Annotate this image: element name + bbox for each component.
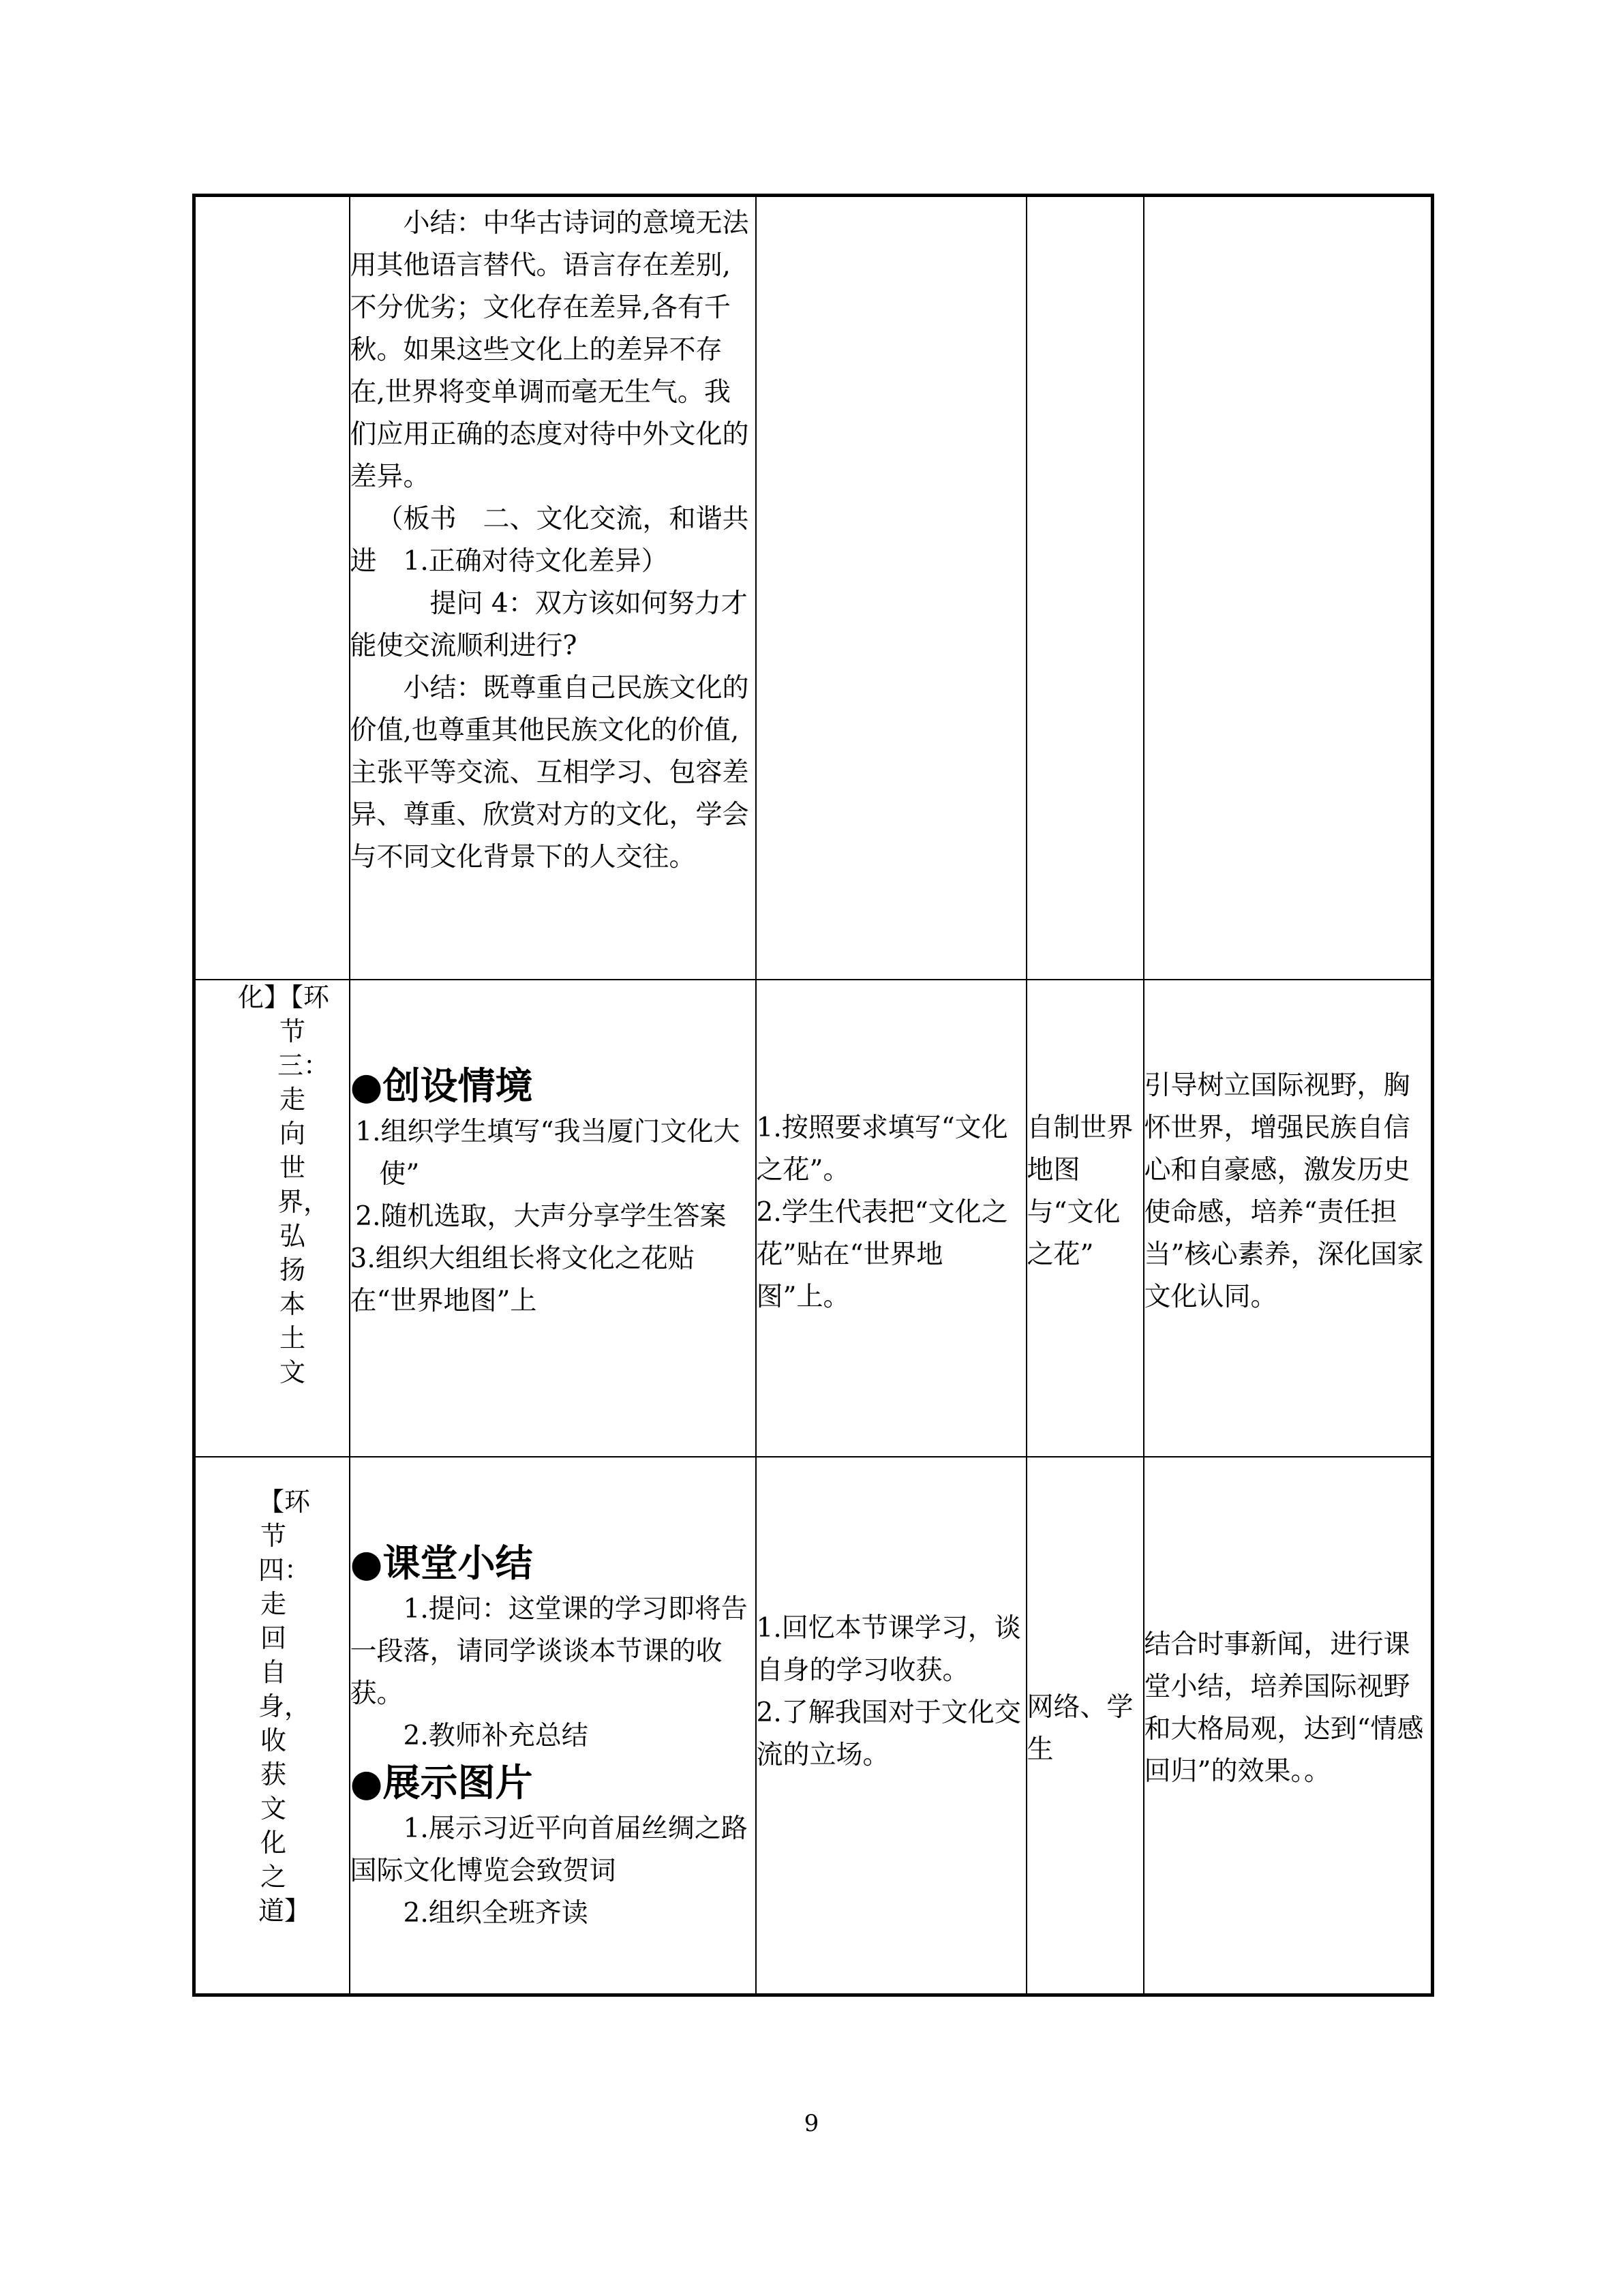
design-intent-text: 引导树立国际视野，胸怀世界，增强民族自信心和自豪感，激发历史使命感，培养“责任担当”核心素养，深化国家文化认同。 <box>1144 1070 1424 1312</box>
list-item: 2.组织全班齐读 <box>403 1897 588 1929</box>
resources-cell <box>1027 1457 1144 1995</box>
paragraph: 提问 4：双方该如何努力才能使交流顺利进行? <box>350 588 748 661</box>
stage-title-col: 【环节三：走向世界，弘扬本土文 <box>277 982 330 1387</box>
paragraph: 小结：既尊重自己民族文化的价值,也尊重其他民族文化的价值,主张平等交流、互相学习、包容差异、尊重、欣赏对方的文化，学会与不同文化背景下的人交往。 <box>350 673 749 873</box>
list-item: 2.学生代表把“文化之花”贴在“世界地图”上。 <box>756 1196 1008 1312</box>
list-item: 2.了解我国对于文化交流的立场。 <box>756 1697 1021 1770</box>
stage-title-col: 化】 <box>238 982 290 1012</box>
resources-cell <box>1027 980 1144 1457</box>
section-heading: ●课堂小结 <box>350 1541 533 1585</box>
student-activity-cell <box>756 196 1027 980</box>
design-intent-text: 结合时事新闻，进行课堂小结，培养国际视野和大格局观，达到“情感回归”的效果。。 <box>1144 1629 1424 1787</box>
list-item: 1.按照要求填写“文化之花”。 <box>756 1112 1008 1185</box>
list-item: 3.组织大组组长将文化之花贴在“世界地图”上 <box>350 1243 695 1316</box>
design-intent-cell <box>1144 980 1433 1457</box>
paragraph: 小结：中华古诗词的意境无法用其他语言替代。语言存在差别,不分优劣；文化存在差异,各有千秋。如果这些文化上的差异不存在,世界将变单调而毫无生气。我们应用正确的态度对待中外文化的差异。 <box>350 208 749 492</box>
list-item: 2.随机选取，大声分享学生答案 <box>355 1200 727 1232</box>
list-item: 1.回忆本节课学习，谈自身的学习收获。 <box>756 1612 1021 1686</box>
paragraph: （板书 二、文化交流，和谐共进 1.正确对待文化差异） <box>350 504 749 577</box>
teacher-activity-cell <box>350 196 756 980</box>
table-row <box>194 980 1433 1457</box>
lesson-plan-table <box>192 194 1434 1997</box>
table-row <box>194 1457 1433 1995</box>
student-activity-cell <box>756 980 1027 1457</box>
section-heading: ●创设情境 <box>350 1063 533 1108</box>
list-item: 1.提问：这堂课的学习即将告一段落，请同学谈谈本节课的收获。 <box>350 1593 748 1709</box>
table-row <box>194 196 1433 980</box>
page-number: 9 <box>804 2110 819 2137</box>
resources-cell <box>1027 196 1144 980</box>
stage-cell <box>194 196 350 980</box>
design-intent-cell <box>1144 1457 1433 1995</box>
stage-cell <box>194 1457 350 1995</box>
teacher-activity-cell <box>350 1457 756 1995</box>
list-item: 1.组织学生填写“我当厦门文化大使” <box>355 1116 740 1190</box>
stage-title-col: 【环节四：走回自身，收获文化之道】 <box>258 1486 311 1926</box>
list-item: 2.教师补充总结 <box>403 1720 588 1751</box>
list-item: 1.展示习近平向首届丝绸之路国际文化博览会致贺词 <box>350 1813 748 1886</box>
student-activity-cell <box>756 1457 1027 1995</box>
design-intent-cell <box>1144 196 1433 980</box>
resources-text: 自制世界地图与“文化之花” <box>1027 1112 1134 1270</box>
resources-text: 网络、学生 <box>1027 1691 1134 1765</box>
section-heading: ●展示图片 <box>350 1760 533 1804</box>
teacher-activity-cell <box>350 980 756 1457</box>
stage-cell <box>194 980 350 1457</box>
